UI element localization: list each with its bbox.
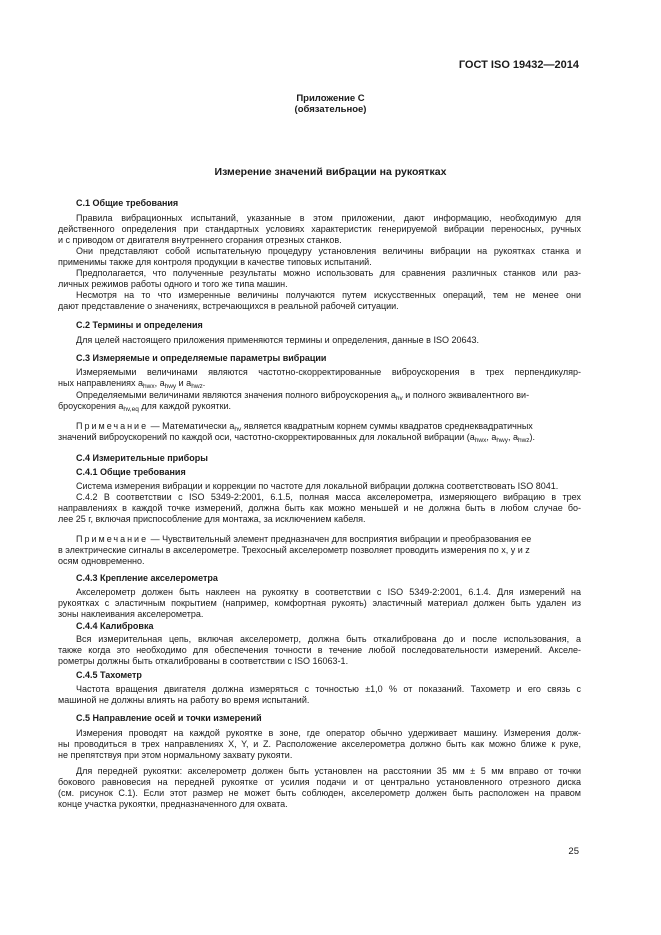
paragraph-line: Несмотря на то что измеренные величины получаются путем искусственных операций, тем не менее они bbox=[76, 290, 581, 300]
paragraph-line: Для целей настоящего приложения применяются термины и определения, данные в ISO 20643. bbox=[76, 335, 479, 345]
section-c5-heading: С.5 Направление осей и точки измерений bbox=[76, 713, 262, 723]
paragraph-line: также когда это необходимо для обеспечения точности в течение любой последовательности измерений. Акселе- bbox=[58, 645, 581, 655]
paragraph-line: конце участка рукоятки, предназначенного для охвата. bbox=[58, 799, 288, 809]
paragraph-line: и с приводом от двигателя внутреннего сгорания отрезных станков. bbox=[58, 235, 342, 245]
paragraph-line: бокового равновесия на передней рукоятке от усилия подачи и от центрально установленного отрезного диска bbox=[58, 777, 581, 787]
section-c43-heading: С.4.3 Крепление акселерометра bbox=[76, 573, 218, 583]
paragraph-line: Предполагается, что полученные результаты можно использовать для сравнения различных станков или раз- bbox=[76, 268, 581, 278]
paragraph-line: рометры должны быть откалиброваны в соответствии с ISO 16063-1. bbox=[58, 656, 349, 666]
paragraph-line: направлениях в каждой точке измерений, должна быть как можно меньшей и не должна быть в любом случае бо- bbox=[58, 503, 581, 513]
paragraph-line: машиной не должны влиять на работу во время испытаний. bbox=[58, 695, 310, 705]
paragraph-line: Акселерометр должен быть наклеен на рукоятку в соответствии с ISO 5349-2:2001, 6.1.4. Для измерений на bbox=[76, 587, 581, 597]
paragraph-line: Система измерения вибрации и коррекции по частоте для локальной вибрации должна соответствовать ISO 8041. bbox=[76, 481, 559, 491]
section-c4-heading: С.4 Измерительные приборы bbox=[76, 453, 208, 463]
paragraph-line: лее 25 г, включая приспособление для монтажа, за исключением кабеля. bbox=[58, 514, 366, 524]
section-c2-heading: С.2 Термины и определения bbox=[76, 320, 203, 330]
section-c44-heading: С.4.4 Калибровка bbox=[76, 621, 154, 631]
section-c45-heading: С.4.5 Тахометр bbox=[76, 670, 142, 680]
note-line: значений виброускорений по каждой оси, частотно-скорректированных для локальной вибрации ($a_{hwx}$, $a_{hwy}$, $a_{hwz}$). bbox=[58, 432, 536, 444]
paragraph-line: зоны наклеивания акселерометра. bbox=[58, 609, 204, 619]
paragraph-line: Определяемыми величинами являются значения полного виброускорения $a_{hv}$ и полного эквивалентного ви- bbox=[76, 390, 530, 402]
annex-status: (обязательное) bbox=[294, 104, 367, 115]
section-c1-heading: С.1 Общие требования bbox=[76, 198, 179, 208]
paragraph-line: С.4.2 В соответствии с ISO 5349-2:2001, 6.1.5, полная масса акселерометра, измеряющего вибрацию в трех bbox=[76, 492, 581, 502]
document-id: ГОСТ ISO 19432—2014 bbox=[458, 59, 579, 71]
paragraph-line: (см. рисунок С.1). Если этот размер не может быть соблюден, акселерометр должен быть расположен на правом bbox=[58, 788, 581, 798]
paragraph-line: действенного определения при стандартных условиях характеристик генерируемой вибрации переносных, ручных bbox=[58, 224, 581, 234]
note-line: в электрические сигналы в акселерометре. Трехосный акселерометр позволяет проводить измерения по x, y и z bbox=[58, 545, 530, 555]
paragraph-line: броускорения $a_{hv,eq}$ для каждой рукоятки. bbox=[58, 401, 232, 413]
paragraph-line: Вся измерительная цепь, включая акселерометр, должна быть откалибрована до и после использования, а bbox=[76, 634, 581, 644]
note-line: Примечание — Чувствительный элемент предназначен для восприятия вибрации и преобразования ее bbox=[76, 534, 532, 544]
paragraph-line: рукоятках с эластичным покрытием (например, комфортная рукоять) эластичный материал должен быть удален из bbox=[58, 598, 581, 608]
note-line: осям одновременно. bbox=[58, 556, 145, 566]
paragraph-line: личных режимов работы одного и того же типа машин. bbox=[58, 279, 288, 289]
paragraph-line: Правила вибрационных испытаний, указанные в этом приложении, дают информацию, необходимую для bbox=[76, 213, 581, 223]
paragraph-line: ных направлениях $a_{hwx}$, $a_{hwy}$ и $a_{hwz}$. bbox=[58, 378, 206, 390]
section-c3-heading: С.3 Измеряемые и определяемые параметры вибрации bbox=[76, 353, 327, 363]
paragraph-line: применимы также для контроля продукции в качестве типовых испытаний. bbox=[58, 257, 372, 267]
note-line: Примечание — Математически $a_{hv}$ является квадратным корнем суммы квадратов среднеквадратичных bbox=[76, 421, 533, 433]
annex-title: Измерение значений вибрации на рукоятках bbox=[214, 166, 447, 178]
paragraph-line: Они представляют собой испытательную процедуру установления величины вибрации на рукоятках станка и bbox=[76, 246, 581, 256]
section-c41-heading: С.4.1 Общие требования bbox=[76, 467, 186, 477]
paragraph-line: Частота вращения двигателя должна измеряться с точностью ±1,0 % от показаний. Тахометр и его связь с bbox=[76, 684, 581, 694]
paragraph-line: не препятствуя при этом нормальному захвату рукояти. bbox=[58, 750, 293, 760]
paragraph-line: Измеряемыми величинами являются частотно-скорректированные виброускорения в трех перпендикуляр- bbox=[76, 367, 581, 377]
paragraph-line: Измерения проводят на каждой рукоятке в зоне, где оператор обычно удерживает машину. Измерения долж- bbox=[76, 728, 581, 738]
paragraph-line: ны проводиться в трех направлениях X, Y, и Z. Расположение акселерометра должно быть как можно ближе к руке, bbox=[58, 739, 581, 749]
paragraph-line: Для передней рукоятки: акселерометр должен быть установлен на расстоянии 35 мм ± 5 мм вправо от точки bbox=[76, 766, 581, 776]
page-number: 25 bbox=[568, 846, 579, 857]
annex-label: Приложение С bbox=[296, 93, 365, 104]
paragraph-line: дают представление о значениях, встречающихся в реальной рабочей ситуации. bbox=[58, 301, 399, 311]
